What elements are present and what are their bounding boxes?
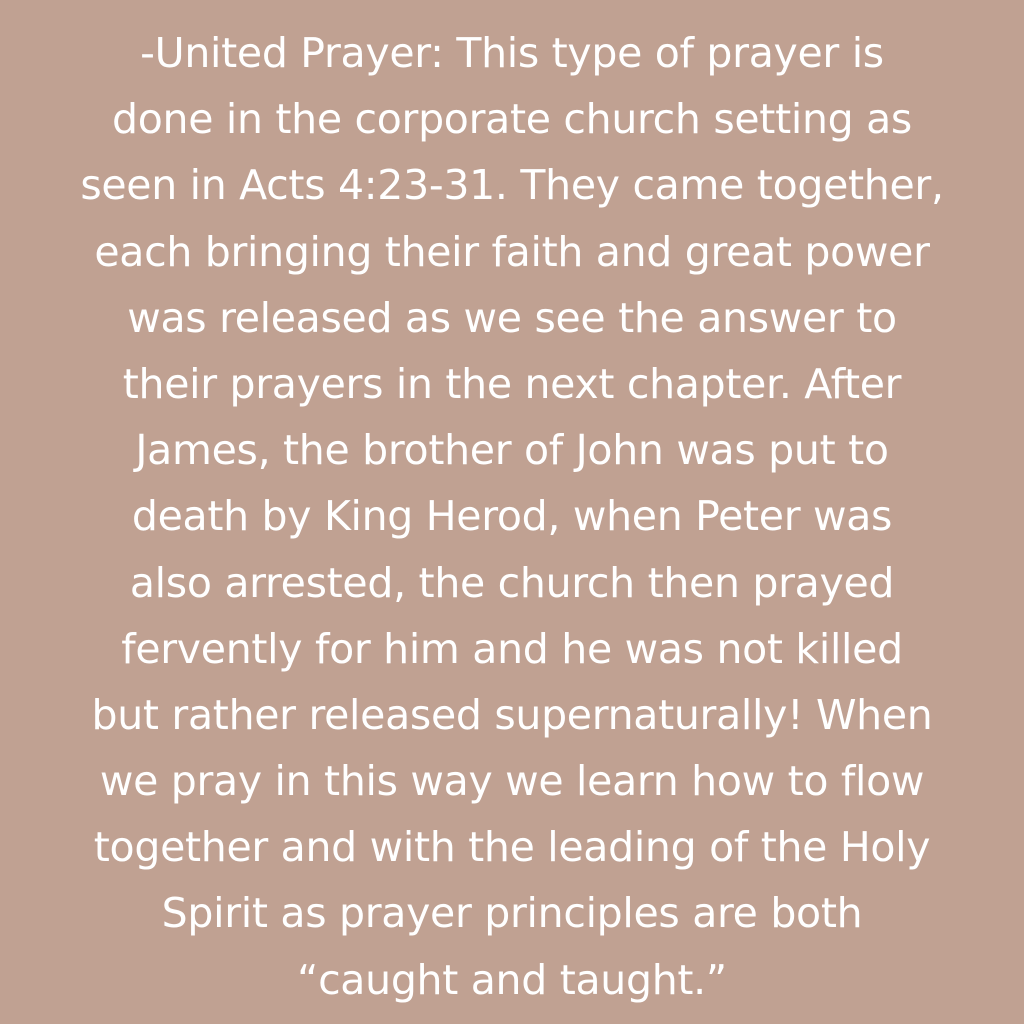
text-line: but rather released supernaturally! When xyxy=(91,690,933,739)
text-line: their prayers in the next chapter. After xyxy=(122,359,902,408)
text-line: Spirit as prayer principles are both xyxy=(161,889,863,938)
text-line: -United Prayer: This type of prayer is xyxy=(140,29,884,77)
text-line: James, the brother of John was put to xyxy=(135,426,889,475)
text-line: “caught and taught.” xyxy=(297,955,727,1004)
body-text xyxy=(40,20,984,1013)
text-line: fervently for him and he was not killed xyxy=(121,624,903,673)
text-line: we pray in this way we learn how to flow xyxy=(99,757,925,806)
text-line: also arrested, the church then prayed xyxy=(129,558,895,607)
text-line: seen in Acts 4:23-31. They came together, xyxy=(80,161,944,210)
text-line: was released as we see the answer to xyxy=(127,293,897,342)
text-line: death by King Herod, when Peter was xyxy=(131,492,893,541)
text-line: done in the corporate church setting as xyxy=(112,95,912,144)
text-line: each bringing their faith and great power xyxy=(94,227,930,276)
text-line: together and with the leading of the Holy xyxy=(93,823,931,872)
